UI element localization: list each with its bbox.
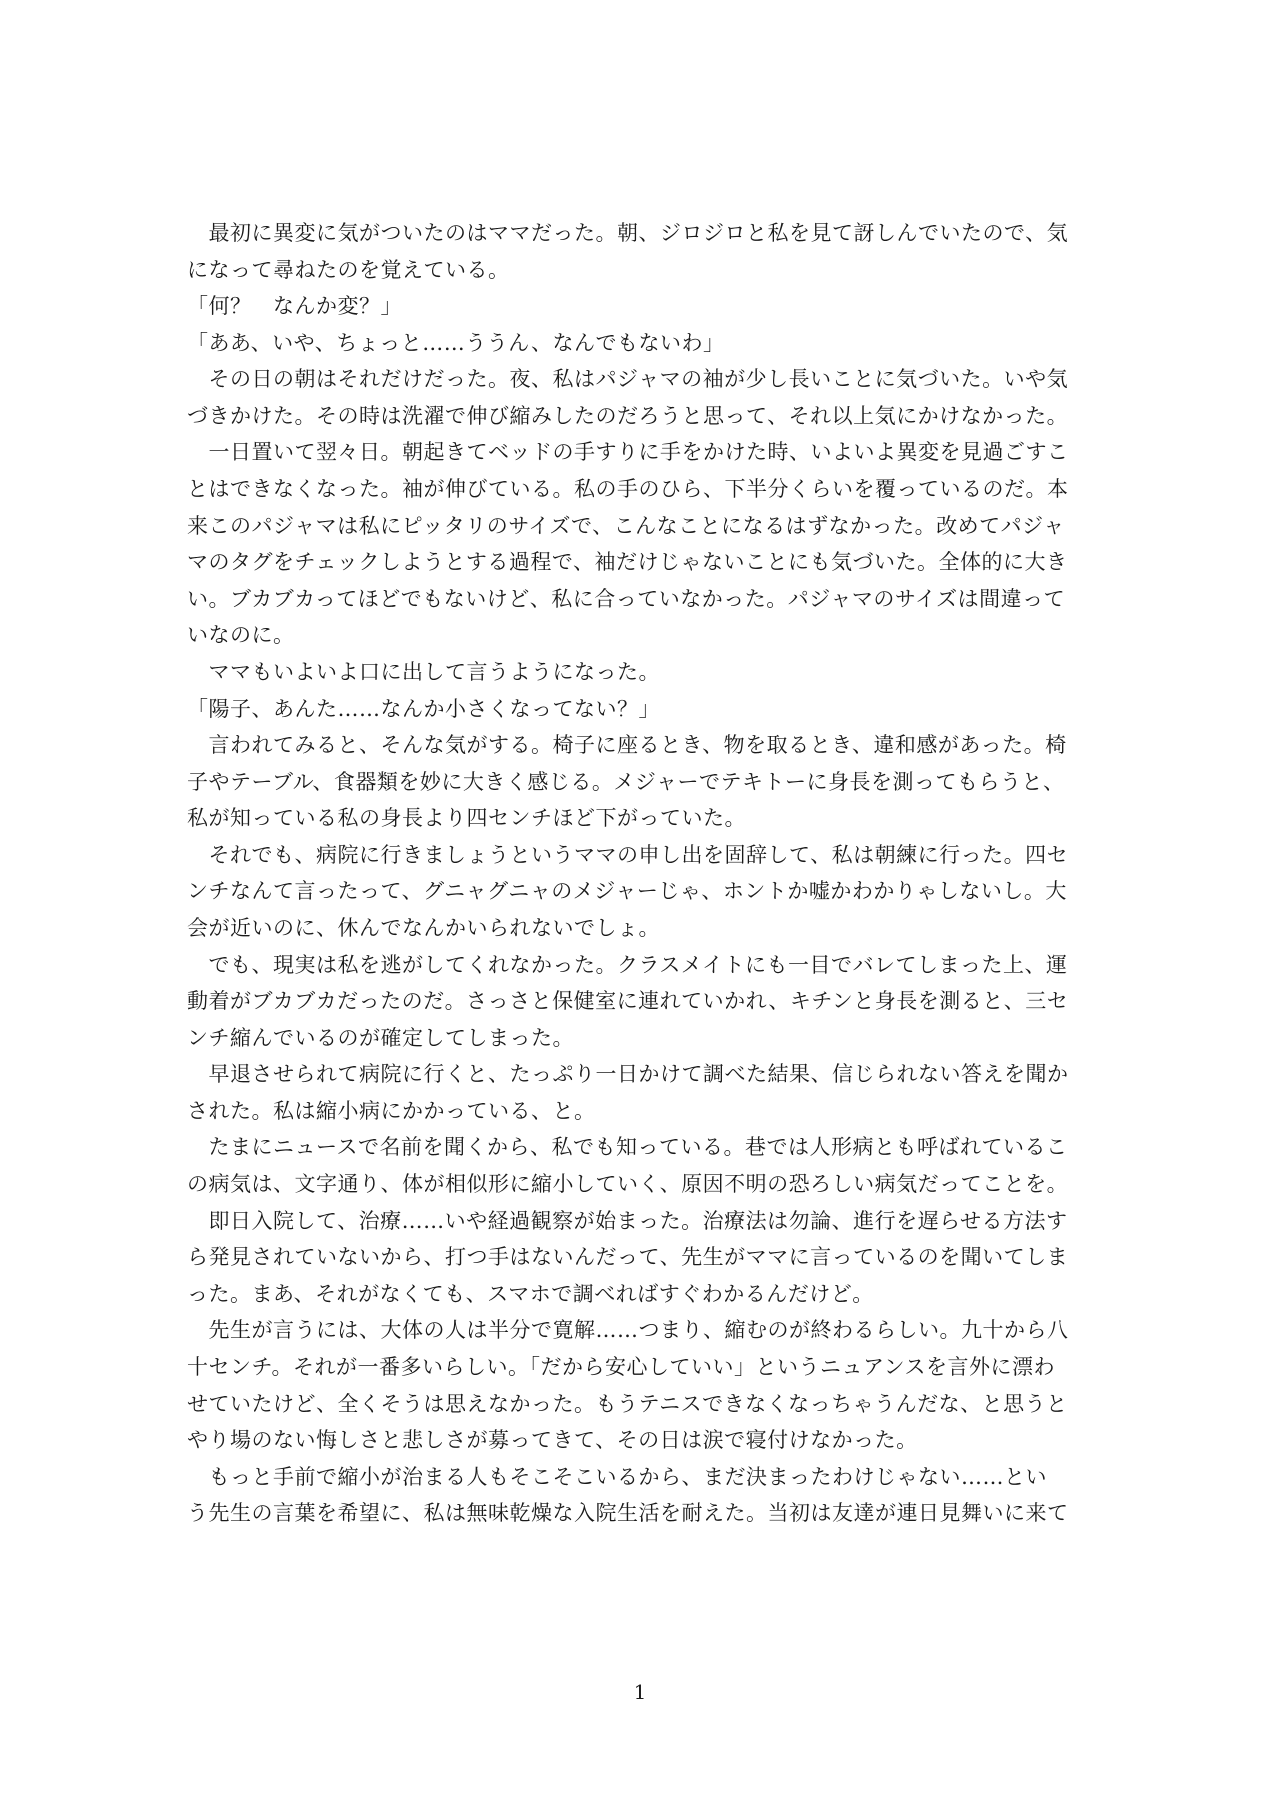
text-line: せていたけど、全くそうは思えなかった。もうテニスできなくなっちゃうんだな、と思うと xyxy=(187,1391,1068,1416)
text-line: 子やテーブル、食器類を妙に大きく感じる。メジャーでテキトーに身長を測ってもらうと、 xyxy=(187,769,1065,794)
text-line: いなのに。 xyxy=(187,623,295,648)
text-line: たまにニュースで名前を聞くから、私でも知っている。巷では人形病とも呼ばれているこ xyxy=(187,1135,1068,1160)
text-line: 早退させられて病院に行くと、たっぷり一日かけて調べた結果、信じられない答えを聞か xyxy=(187,1062,1069,1087)
text-line: ら発見されていないから、打つ手はないんだって、先生がママに言っているのを聞いてしま xyxy=(187,1245,1069,1270)
page-number: 1 xyxy=(633,1680,647,1704)
text-line: やり場のない悔しさと悲しさが募ってきて、その日は涙で寝付けなかった。 xyxy=(187,1428,918,1453)
text-line: 一日置いて翌々日。朝起きてベッドの手すりに手をかけた時、いよいよ異変を見過ごすこ xyxy=(187,440,1069,465)
text-line: でも、現実は私を逃がしてくれなかった。クラスメイトにも一目でバレてしまった上、運 xyxy=(187,952,1068,977)
text-line: づきかけた。その時は洗濯で伸び縮みしたのだろうと思って、それ以上気にかけなかった。 xyxy=(187,403,1069,428)
text-line: 「陽子、あんた……なんか小さくなってない？」 xyxy=(187,696,660,721)
text-line: 来このパジャマは私にピッタリのサイズで、こんなことになるはずなかった。改めてパジャ xyxy=(187,513,1065,538)
text-line: マのタグをチェックしようとする過程で、袖だけじゃないことにも気づいた。全体的に大き xyxy=(187,550,1068,575)
text-line: い。ブカブカってほどでもないけど、私に合っていなかった。パジャマのサイズは間違って xyxy=(187,586,1066,611)
text-line: う先生の言葉を希望に、私は無味乾燥な入院生活を耐えた。当初は友達が連日見舞いに来て xyxy=(187,1501,1069,1526)
text-line: もっと手前で縮小が治まる人もそこそこいるから、まだ決まったわけじゃない……とい xyxy=(187,1464,1047,1489)
text-line: った。まあ、それがなくても、スマホで調べればすぐわかるんだけど。 xyxy=(187,1281,874,1306)
text-line: された。私は縮小病にかかっている、と。 xyxy=(187,1098,596,1123)
text-line: その日の朝はそれだけだった。夜、私はパジャマの袖が少し長いことに気づいた。いや気 xyxy=(187,367,1069,392)
text-line: 十センチ。それが一番多いらしい。「だから安心していい」というニュアンスを言外に漂わ xyxy=(187,1354,1056,1379)
text-line: 「ああ、いや、ちょっと……ううん、なんでもないわ」 xyxy=(187,330,725,355)
text-line: 言われてみると、そんな気がする。椅子に座るとき、物を取るとき、違和感があった。椅 xyxy=(187,733,1067,758)
text-line: 会が近いのに、休んでなんかいられないでしょ。 xyxy=(187,915,660,940)
body-text xyxy=(187,215,1095,1532)
text-line: 私が知っている私の身長より四センチほど下がっていた。 xyxy=(187,806,746,831)
text-line: ママもいよいよ口に出して言うようになった。 xyxy=(187,659,660,684)
text-line: 即日入院して、治療……いや経過観察が始まった。治療法は勿論、進行を遅らせる方法す xyxy=(187,1208,1068,1233)
text-line: になって尋ねたのを覚えている。 xyxy=(187,257,510,282)
text-line: 先生が言うには、大体の人は半分で寛解……つまり、縮むのが終わるらしい。九十から八 xyxy=(187,1318,1069,1343)
text-line: 動着がブカブカだったのだ。さっさと保健室に連れていかれ、キチンと身長を測ると、三セ xyxy=(187,989,1069,1014)
text-line: ンチなんて言ったって、グニャグニャのメジャーじゃ、ホントか嘘かわかりゃしないし。大 xyxy=(187,879,1067,904)
text-line: 「何？ なんか変？」 xyxy=(187,294,402,319)
text-line: それでも、病院に行きましょうというママの申し出を固辞して、私は朝練に行った。四セ xyxy=(187,842,1069,867)
text-line: とはできなくなった。袖が伸びている。私の手のひら、下半分くらいを覆っているのだ。本 xyxy=(187,477,1069,502)
text-line: の病気は、文字通り、体が相似形に縮小していく、原因不明の恐ろしい病気だってことを。 xyxy=(187,1172,1069,1197)
text-line: 最初に異変に気がついたのはママだった。朝、ジロジロと私を見て訝しんでいたので、気 xyxy=(187,221,1069,245)
text-line: ンチ縮んでいるのが確定してしまった。 xyxy=(187,1025,574,1050)
